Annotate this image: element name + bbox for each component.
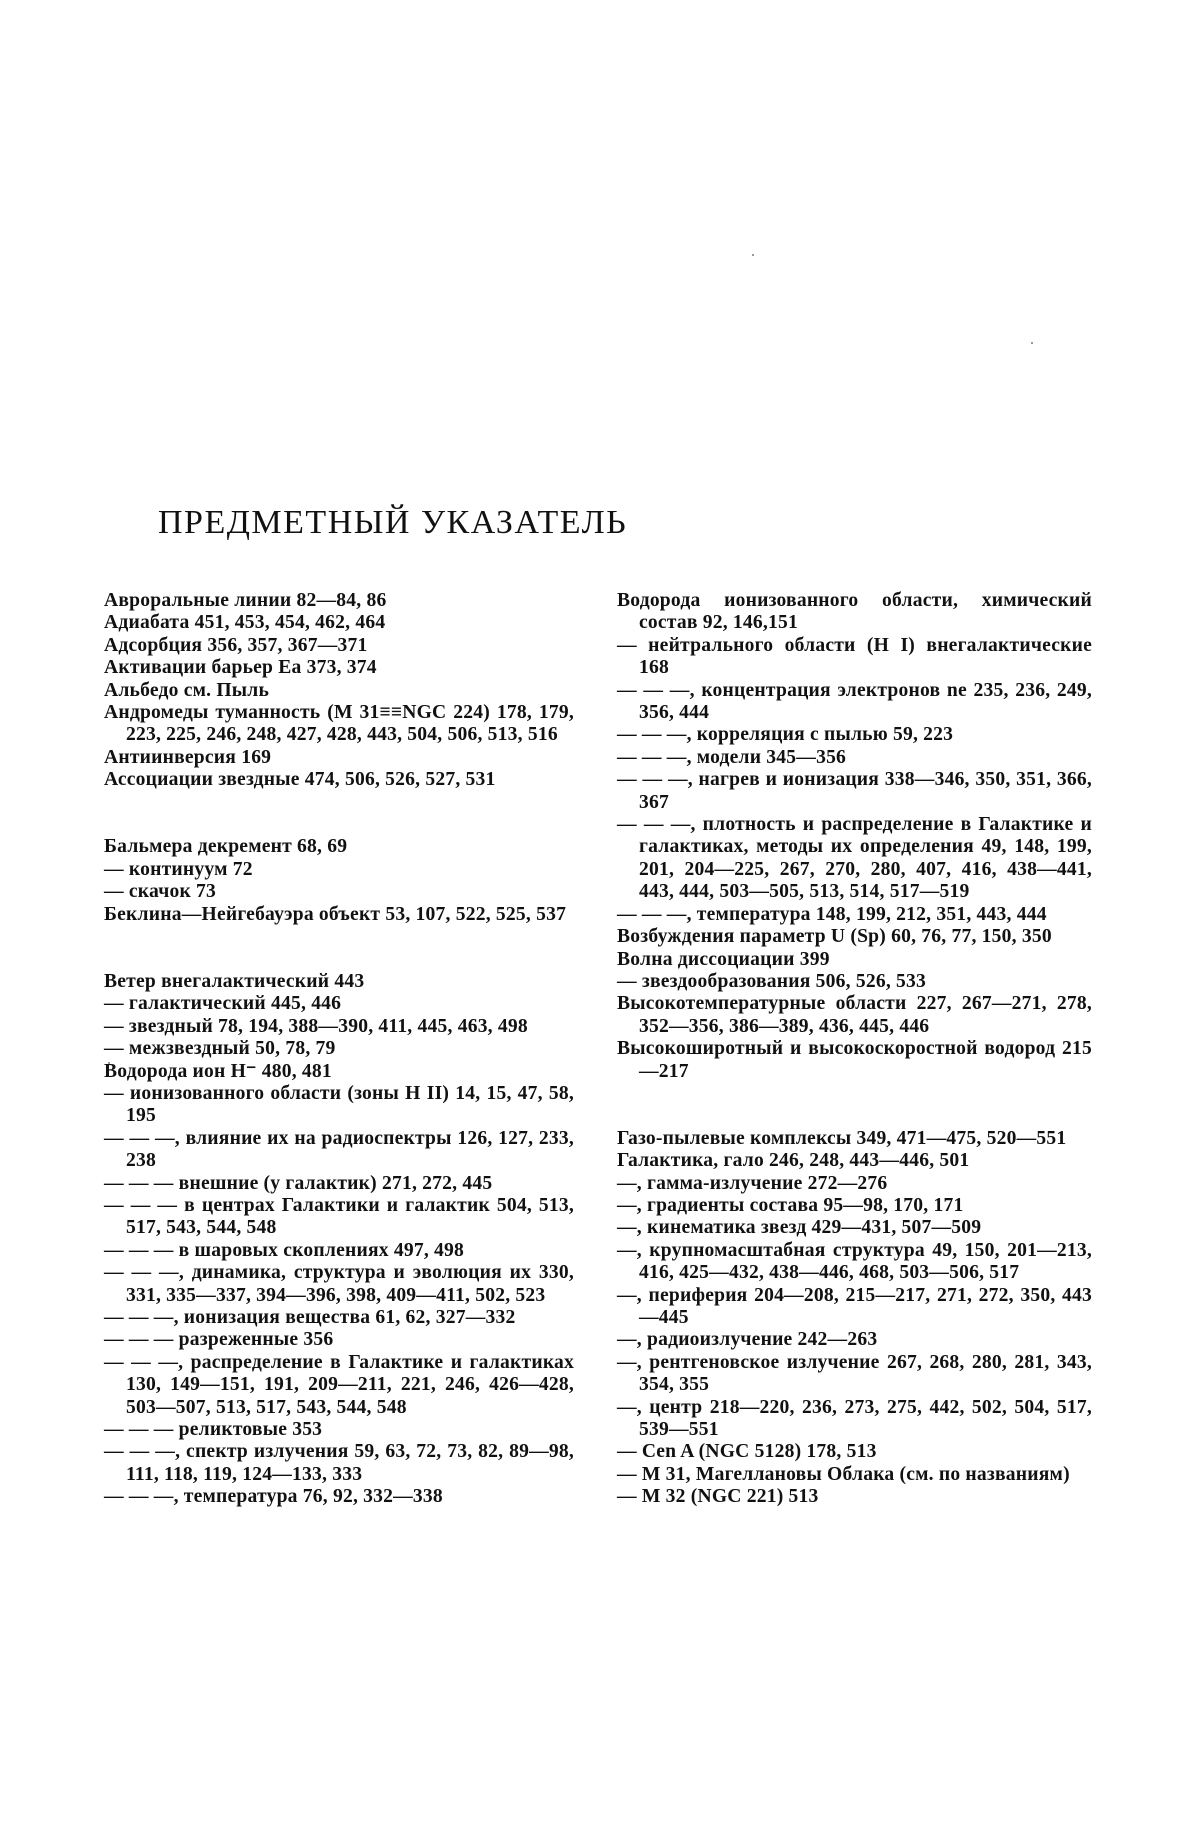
- index-entry: — M 31, Магеллановы Облака (см. по названиям): [617, 1463, 1070, 1485]
- index-entry: — Cen A (NGC 5128) 178, 513: [617, 1441, 877, 1463]
- index-entry: Беклина—Нейгебауэра объект 53, 107, 522, 525, 537: [104, 903, 567, 925]
- page-title: ПРЕДМЕТНЫЙ УКАЗАТЕЛЬ: [158, 504, 628, 541]
- index-entry: —, кинематика звезд 429—431, 507—509: [617, 1217, 982, 1239]
- index-letter-group: [104, 971, 574, 1509]
- index-entry: Альбедо см. Пыль: [104, 679, 270, 701]
- index-entry: — галактический 445, 446: [104, 993, 342, 1015]
- index-entry: — — —, влияние их на радиоспектры 126, 127, 233, 238: [104, 1127, 574, 1172]
- index-letter-group: [104, 590, 574, 792]
- index-entry: — — —, динамика, структура и эволюция их 330, 331, 335—337, 394—396, 398, 409—411, 502, 523: [104, 1262, 574, 1306]
- index-entry: — континуум 72: [104, 858, 253, 880]
- index-entry: —, рентгеновское излучение 267, 268, 280, 281, 343, 354, 355: [617, 1351, 1092, 1396]
- index-entry: — звездообразования 506, 526, 533: [617, 970, 927, 992]
- index-entry: Антиинверсия 169: [104, 746, 272, 768]
- index-entry: — — — в шаровых скоплениях 497, 498: [104, 1239, 465, 1261]
- index-entry: — — —, ионизация вещества 61, 62, 327—332: [104, 1306, 516, 1328]
- index-column-left: [104, 590, 574, 1553]
- index-entry: — — —, нагрев и ионизация 338—346, 350, 351, 366, 367: [617, 769, 1092, 813]
- scan-speck: [752, 254, 754, 256]
- index-entry: — — —, температура 148, 199, 212, 351, 443, 444: [617, 903, 1047, 925]
- index-entry: — — —, распределение в Галактике и галактиках 130, 149—151, 191, 209—211, 221, 246, 426—428, 503—507, 513, 517, 543, 544, 548: [104, 1351, 574, 1418]
- index-entry: — межзвездный 50, 78, 79: [104, 1038, 336, 1060]
- index-entry: — ионизованного области (зоны H II) 14, 15, 47, 58, 195: [104, 1082, 574, 1127]
- index-entry: Ассоциации звездные 474, 506, 526, 527, 531: [104, 769, 496, 791]
- index-letter-group: [617, 1128, 1092, 1509]
- index-entry: — — —, модели 345—356: [617, 746, 847, 768]
- index-column-right: [617, 590, 1092, 1553]
- index-entry: Волна диссоциации 399: [617, 948, 830, 970]
- index-entry: Авроральные линии 82—84, 86: [104, 590, 387, 611]
- index-entry: —, гамма-излучение 272—276: [617, 1172, 888, 1194]
- index-letter-group: [617, 590, 1092, 1083]
- index-entry: Газо-пылевые комплексы 349, 471—475, 520—551: [617, 1127, 1067, 1149]
- index-entry: Водорода ион H⁻ 480, 481: [104, 1060, 332, 1082]
- index-entry: — — —, температура 76, 92, 332—338: [104, 1486, 443, 1508]
- index-entry: — — — разреженные 356: [104, 1329, 334, 1351]
- index-letter-group: [104, 836, 574, 926]
- index-entry: Активации барьер Ea 373, 374: [104, 657, 377, 679]
- index-entry: Андромеды туманность (M 31≡≡NGC 224) 178, 179, 223, 225, 246, 248, 427, 428, 443, 504, 506, 513, 516: [104, 702, 574, 746]
- index-entry: Возбуждения параметр U (Sp) 60, 76, 77, 150, 350: [617, 926, 1052, 948]
- index-entry: — — —, концентрация электронов ne 235, 236, 249, 356, 444: [617, 679, 1092, 724]
- index-entry: —, градиенты состава 95—98, 170, 171: [617, 1194, 964, 1216]
- index-entry: — — — реликтовые 353: [104, 1419, 323, 1440]
- index-entry: Галактика, гало 246, 248, 443—446, 501: [617, 1150, 970, 1172]
- index-entry: — звездный 78, 194, 388—390, 411, 445, 463, 498: [104, 1015, 528, 1037]
- index-entry: Высокотемпературные области 227, 267—271, 278, 352—356, 386—389, 436, 445, 446: [617, 993, 1092, 1037]
- index-entry: Водорода ионизованного области, химический состав 92, 146,151: [617, 590, 1092, 634]
- index-entry: —, радиоизлучение 242—263: [617, 1329, 878, 1351]
- index-entry: —, центр 218—220, 236, 273, 275, 442, 502, 504, 517, 539—551: [617, 1396, 1092, 1441]
- index-entry: —, крупномасштабная структура 49, 150, 201—213, 416, 425—432, 438—446, 468, 503—506, 517: [617, 1239, 1092, 1284]
- index-entry: — скачок 73: [104, 881, 217, 903]
- index-entry: — — —, плотность и распределение в Галактике и галактиках, методы их определения 49, 148, 199, 201, 204—225, 267, 270, 280, 407, 416, 438—441, 443, 444, 503—505, 513, 514, 517—519: [617, 814, 1092, 903]
- index-entry: — — —, спектр излучения 59, 63, 72, 73, 82, 89—98, 111, 118, 119, 124—133, 333: [104, 1441, 574, 1485]
- index-entry: Бальмера декремент 68, 69: [104, 836, 348, 858]
- index-entry: Адсорбция 356, 357, 367—371: [104, 634, 368, 656]
- index-entry: Адиабата 451, 453, 454, 462, 464: [104, 612, 386, 634]
- scan-speck: [1031, 342, 1033, 344]
- index-entry: — — —, корреляция с пылью 59, 223: [617, 724, 954, 746]
- index-entry: Высокоширотный и высокоскоростной водород 215—217: [617, 1038, 1092, 1082]
- index-entry: — нейтрального области (H I) внегалактические 168: [617, 634, 1092, 679]
- index-entry: — — — в центрах Галактики и галактик 504, 513, 517, 543, 544, 548: [104, 1194, 574, 1239]
- index-entry: — — — внешние (у галактик) 271, 272, 445: [104, 1172, 493, 1194]
- index-entry: —, периферия 204—208, 215—217, 271, 272, 350, 443—445: [617, 1284, 1092, 1328]
- index-entry: Ветер внегалактический 443: [104, 970, 365, 992]
- index-entry: — M 32 (NGC 221) 513: [617, 1486, 819, 1508]
